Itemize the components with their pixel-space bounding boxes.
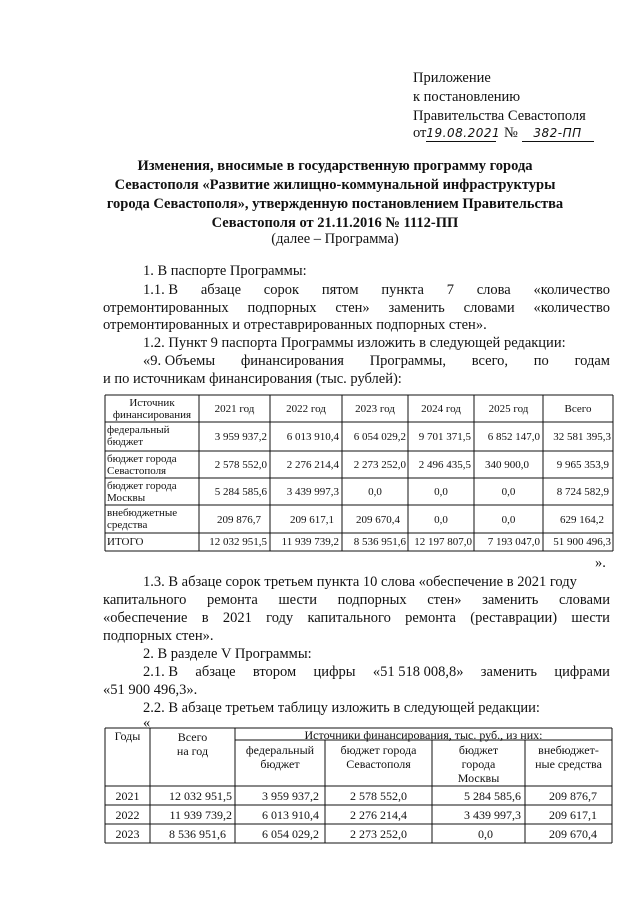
t2-subheader-moscow: бюджет города Москвы (457, 743, 500, 785)
t1-cell: 2 496 435,5 (418, 459, 471, 471)
t1-cell: 340 900,0 (485, 459, 529, 471)
t1-cell: 0,0 (368, 486, 382, 498)
t2-subheader-federal: федеральный бюджет (245, 743, 315, 771)
t1-header-2024: 2024 год (421, 403, 461, 415)
t2-row-year: 2021 (115, 789, 140, 803)
t1-cell: 0,0 (434, 514, 448, 526)
paragraph-1-2-line-2: «9. Объемы финансирования Программы, всего, по годам (143, 353, 610, 369)
t1-cell: 9 701 371,5 (418, 431, 471, 443)
t2-subheader-sevastopol: бюджет города Севастополя (340, 743, 417, 771)
appendix-to-resolution: к постановлению (413, 89, 521, 105)
t2-cell: 5 284 585,6 (464, 789, 521, 803)
t2-header-years: Годы (114, 729, 141, 743)
resolution-date: 19.08.2021 (426, 126, 501, 140)
t1-cell: 7 193 047,0 (487, 536, 540, 548)
t1-row-total-label: ИТОГО (107, 536, 144, 548)
t1-cell: 8 536 951,6 (353, 536, 406, 548)
paragraph-1-3-line-2: капитального ремонта шести подпорных стен» заменить словами (103, 592, 610, 608)
t1-header-source: Источник финансирования (112, 397, 192, 421)
paragraph-1-2: 1.2. Пункт 9 паспорта Программы изложить в следующей редакции: (143, 335, 566, 351)
t2-row-year: 2022 (115, 808, 140, 822)
t2-row-year: 2023 (115, 827, 140, 841)
t1-cell: 51 900 496,3 (553, 536, 611, 548)
paragraph-1-2-line-3: и по источникам финансирования (тыс. рублей): (103, 371, 402, 387)
t2-subheader-extrabudget: внебюджет- ные средства (535, 743, 602, 771)
from-prefix: от (413, 125, 427, 141)
t2-header-sources: Источники финансирования, тыс. руб., из них: (304, 728, 543, 742)
t1-cell: 2 578 552,0 (214, 459, 267, 471)
t1-cell: 32 581 395,3 (553, 431, 611, 443)
t1-cell: 6 013 910,4 (286, 431, 339, 443)
opening-quote: « (143, 715, 151, 731)
t1-cell: 9 965 353,9 (556, 459, 609, 471)
t1-cell: 3 959 937,2 (214, 431, 267, 443)
paragraph-1-3-line-3: «обеспечение в 2021 году капитального ремонта (реставрации) шести (103, 610, 610, 626)
resolution-number: 382-ПП (522, 126, 594, 142)
t1-header-2025: 2025 год (488, 403, 529, 415)
t1-cell: 5 284 585,6 (214, 486, 267, 498)
paragraph-2-2: 2.2. В абзаце третьем таблицу изложить в следующей редакции: (143, 700, 540, 716)
doc-subtitle: (далее – Программа) (271, 231, 399, 247)
t1-cell: 629 164,2 (560, 514, 604, 526)
t1-header-2021: 2021 год (214, 403, 255, 415)
t2-cell: 209 617,1 (549, 808, 597, 822)
paragraph-2-1-line-2: «51 900 496,3». (103, 682, 198, 698)
doc-title-line-4: Севастополя от 21.11.2016 № 1112-ПП (211, 215, 459, 231)
t1-cell: 6 852 147,0 (487, 431, 540, 443)
t1-cell: 12 197 807,0 (414, 536, 472, 548)
t1-cell: 0,0 (434, 486, 448, 498)
t2-cell: 0,0 (478, 827, 493, 841)
t1-row-federal-label: федеральный бюджет (107, 424, 170, 448)
t2-cell: 2 276 214,4 (350, 808, 407, 822)
t2-cell: 8 536 951,6 (169, 827, 226, 841)
appendix-government: Правительства Севастополя (413, 108, 586, 124)
t1-row-extrabudget-label: внебюджетные средства (107, 507, 178, 531)
paragraph-1-3-line-4: подпорных стен». (103, 628, 214, 644)
closing-quote: ». (595, 555, 606, 571)
t1-row-sevastopol-label: бюджет города Севастополя (107, 453, 177, 477)
t1-cell: 209 876,7 (217, 514, 261, 526)
t2-cell: 6 013 910,4 (262, 808, 319, 822)
t1-row-moscow-label: бюджет города Москвы (107, 480, 177, 504)
paragraph-2-1-line-1: 2.1. В абзаце втором цифры «51 518 008,8» заменить цифрами (143, 664, 610, 680)
paragraph-1-1-line-2: отремонтированных подпорных стен» заменить словами «количество (103, 300, 610, 316)
t2-cell: 3 439 997,3 (464, 808, 521, 822)
doc-title-line-1: Изменения, вносимые в государственную программу города (137, 158, 533, 174)
t1-cell: 0,0 (501, 486, 516, 498)
t2-cell: 2 578 552,0 (350, 789, 407, 803)
paragraph-1-1-line-3: отремонтированных и отреставрированных подпорных стен». (103, 317, 487, 333)
t1-header-total: Всего (564, 403, 592, 415)
t1-cell: 0,0 (501, 514, 516, 526)
paragraph-1-1-line-1: 1.1. В абзаце сорок пятом пункта 7 слова «количество (143, 282, 610, 298)
t2-cell: 209 670,4 (549, 827, 597, 841)
doc-title-line-2: Севастополя «Развитие жилищно-коммунальной инфраструктуры (114, 177, 556, 193)
t1-cell: 3 439 997,3 (286, 486, 339, 498)
t1-cell: 209 617,1 (290, 514, 334, 526)
paragraph-1: 1. В паспорте Программы: (143, 263, 307, 279)
t1-cell: 12 032 951,5 (209, 536, 267, 548)
t1-cell: 11 939 739,2 (281, 536, 339, 548)
t2-cell: 3 959 937,2 (262, 789, 319, 803)
t2-cell: 12 032 951,5 (169, 789, 232, 803)
t1-cell: 2 276 214,4 (286, 459, 339, 471)
t1-header-2023: 2023 год (355, 403, 395, 415)
doc-title-line-3: города Севастополя», утвержденную постановлением Правительства (106, 196, 564, 212)
t1-header-2022: 2022 год (286, 403, 326, 415)
t2-cell: 209 876,7 (549, 789, 597, 803)
t1-cell: 209 670,4 (356, 514, 400, 526)
t1-cell: 8 724 582,9 (556, 486, 609, 498)
t1-cell: 6 054 029,2 (353, 431, 406, 443)
appendix-label: Приложение (413, 70, 491, 86)
t1-cell: 2 273 252,0 (353, 459, 406, 471)
t2-cell: 2 273 252,0 (350, 827, 407, 841)
t2-cell: 11 939 739,2 (169, 808, 232, 822)
t2-header-total: Всего на год (176, 730, 209, 758)
paragraph-1-3-line-1: 1.3. В абзаце сорок третьем пункта 10 слова «обеспечение в 2021 году (143, 574, 577, 590)
paragraph-2: 2. В разделе V Программы: (143, 646, 312, 662)
t2-cell: 6 054 029,2 (262, 827, 319, 841)
number-sign: № (504, 125, 518, 141)
